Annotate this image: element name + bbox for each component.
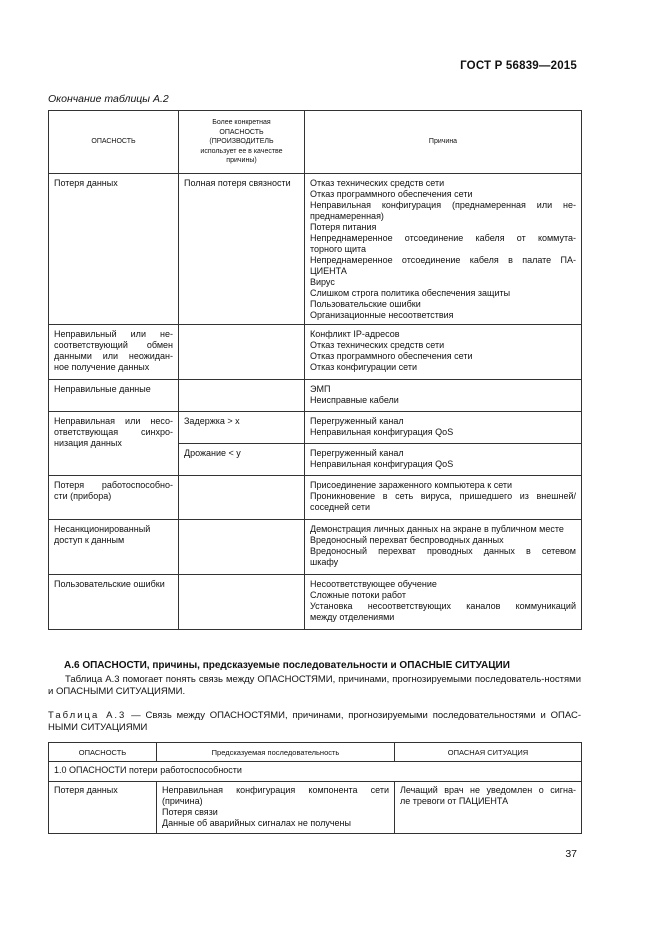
table-a3-header-row [49, 743, 582, 762]
table-row [49, 475, 582, 519]
section-a6-paragraph: Таблица А.3 помогает понять связь между ОПАСНОСТЯМИ, причинами, прогнозируемыми последователь-ностями и ОПАСНЫМИ СИТУАЦИЯМИ. [48, 674, 581, 698]
table-row [49, 519, 582, 574]
table-row [49, 324, 582, 379]
table-row [49, 379, 582, 411]
hazard-cell: Неправильная или несо- ответствующая синхро- низация данных [49, 411, 179, 475]
cause-cell: ЭМП Неисправные кабели [305, 379, 582, 411]
specific-hazard-cell [179, 574, 305, 629]
cause-cell: Присоединение зараженного компьютера к сети Проникновение в сеть вируса, пришедшего из внешней/ соседней сети [305, 475, 582, 519]
group-cell: 1.0 ОПАСНОСТИ потери работоспособности [49, 762, 582, 782]
table-row [49, 782, 582, 834]
cause-cell: Перегруженный канал Неправильная конфигурация QoS [305, 411, 582, 443]
table-a3-caption [48, 710, 581, 735]
table-a2-caption: Окончание таблицы А.2 [48, 93, 169, 105]
cause-cell: Перегруженный канал Неправильная конфигурация QoS [305, 443, 582, 475]
header-sequence: Предсказуемая последовательность [157, 743, 395, 762]
table-a2-header-row [49, 111, 582, 174]
page-number: 37 [565, 848, 577, 860]
situation-cell: Лечащий врач не уведомлен о сигна- ле тревоги от ПАЦИЕНТА [395, 782, 582, 834]
section-a6-title: А.6 ОПАСНОСТИ, причины, предсказуемые последовательности и ОПАСНЫЕ СИТУАЦИИ [64, 660, 510, 671]
table-row [49, 174, 582, 325]
specific-hazard-cell: Полная потеря связности [179, 174, 305, 325]
cause-cell: Несоответствующее обучение Сложные потоки работ Установка несоответствующих каналов коммуникаций между отделениями [305, 574, 582, 629]
document-header: ГОСТ Р 56839—2015 [460, 60, 577, 72]
hazard-cell: Неправильный или не- соответствующий обмен данными или неожидан- ное получение данных [49, 324, 179, 379]
specific-hazard-cell [179, 519, 305, 574]
table-group-row [49, 762, 582, 782]
hazard-cell: Неправильные данные [49, 379, 179, 411]
sequence-cell: Неправильная конфигурация компонента сети (причина) Потеря связи Данные об аварийных сигналах не получены [157, 782, 395, 834]
header-specific-hazard: Более конкретная ОПАСНОСТЬ (ПРОИЗВОДИТЕЛЬ использует ее в качестве причины) [179, 111, 305, 174]
cause-cell: Конфликт IP-адресов Отказ технических средств сети Отказ программного обеспечения сети Отказ конфигурации сети [305, 324, 582, 379]
hazard-cell: Пользовательские ошибки [49, 574, 179, 629]
table-a3-caption-text: — Связь между ОПАСНОСТЯМИ, причинами, прогнозируемыми последовательностями и ОПАС-НЫМИ СИТУАЦИЯМИ [48, 710, 581, 734]
header-cause: Причина [305, 111, 582, 174]
table-row [49, 574, 582, 629]
specific-hazard-cell [179, 324, 305, 379]
hazard-cell: Потеря данных [49, 174, 179, 325]
table-a2 [48, 110, 582, 630]
cause-cell: Демонстрация личных данных на экране в публичном месте Вредоносный перехват беспроводных данных Вредоносный перехват проводных данных в сетевом шкафу [305, 519, 582, 574]
table-a3-label: Таблица А.3 [48, 710, 127, 721]
specific-hazard-cell [179, 379, 305, 411]
cause-cell: Отказ технических средств сети Отказ программного обеспечения сети Неправильная конфигурация (преднамеренная или не- преднамеренная) Потеря питания Непреднамеренное отсоединение кабеля от коммута- торного щита Непреднамеренное отсоединение кабеля в палате ПА- ЦИЕНТА Вирус Слишком строга политика обеспечения защиты Пользовательские ошибки Организационные несоответствия [305, 174, 582, 325]
hazard-cell: Потеря работоспособно- сти (прибора) [49, 475, 179, 519]
specific-hazard-cell [179, 475, 305, 519]
table-row [49, 411, 582, 443]
hazard-cell: Потеря данных [49, 782, 157, 834]
table-a3 [48, 742, 582, 834]
header-hazard: ОПАСНОСТЬ [49, 743, 157, 762]
hazard-cell: Несанкционированный доступ к данным [49, 519, 179, 574]
specific-hazard-cell: Дрожание < y [179, 443, 305, 475]
specific-hazard-cell: Задержка > x [179, 411, 305, 443]
header-hazard: ОПАСНОСТЬ [49, 111, 179, 174]
header-hazardous-situation: ОПАСНАЯ СИТУАЦИЯ [395, 743, 582, 762]
